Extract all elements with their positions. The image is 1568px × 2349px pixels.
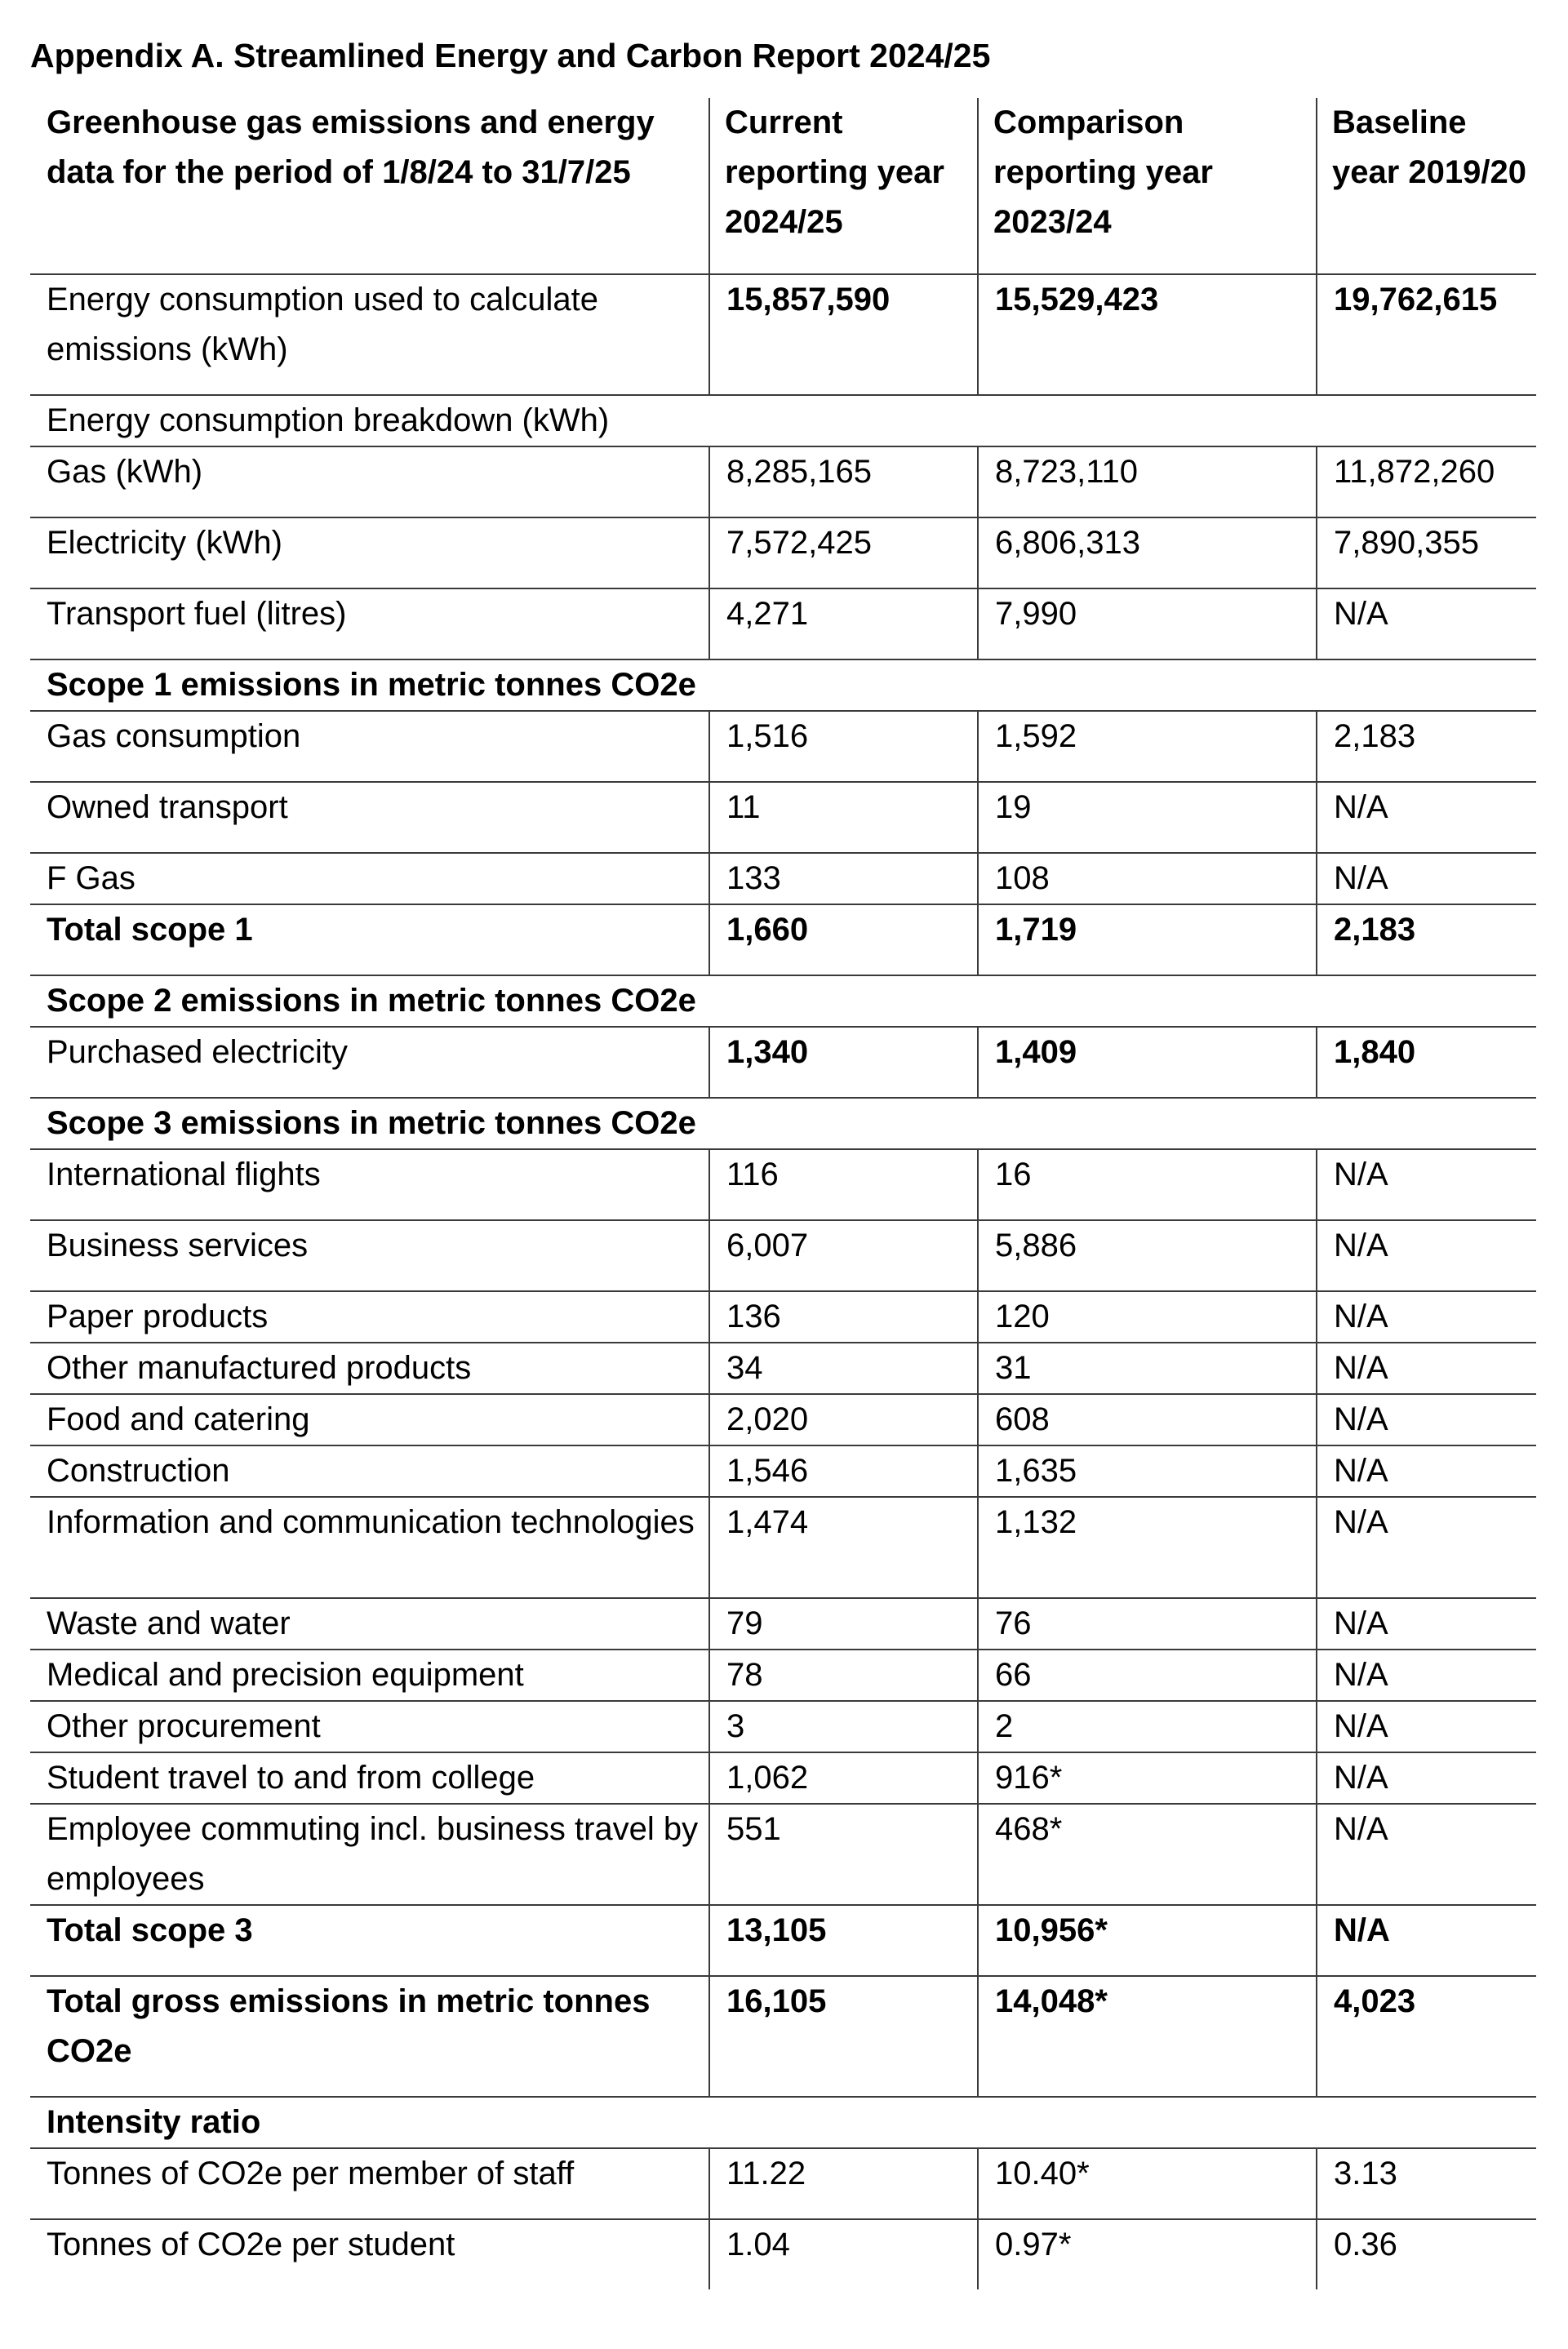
value-baseline: 11,872,260 [1317,446,1536,517]
value-baseline: N/A [1317,1445,1536,1497]
section-label: Intensity ratio [30,2097,709,2148]
value-current: 3 [709,1701,978,1752]
table-row [30,1445,1536,1497]
value-baseline: 19,762,615 [1317,274,1536,395]
value-current: 1,546 [709,1445,978,1497]
value-comparison: 1,592 [978,711,1317,782]
row-label: International flights [30,1149,709,1220]
section-row [30,2097,1536,2148]
value-current: 4,271 [709,588,978,659]
value-comparison: 468* [978,1804,1317,1905]
section-row [30,395,1536,446]
table-row [30,1394,1536,1445]
value-baseline: N/A [1317,1752,1536,1804]
value-baseline: N/A [1317,1598,1536,1650]
value-baseline: N/A [1317,853,1536,904]
value-current: 6,007 [709,1220,978,1291]
row-label: Information and communication technologies [30,1497,709,1598]
page-title: Appendix A. Streamlined Energy and Carbon Report 2024/25 [30,37,991,74]
row-label: Paper products [30,1291,709,1343]
header-baseline: Baseline year 2019/20 [1317,98,1536,274]
row-label: Waste and water [30,1598,709,1650]
value-current: 1,660 [709,904,978,975]
row-label: Employee commuting incl. business travel by employees [30,1804,709,1905]
value-comparison: 7,990 [978,588,1317,659]
section-row [30,975,1536,1027]
table-row [30,517,1536,588]
value-comparison: 8,723,110 [978,446,1317,517]
total-row [30,1976,1536,2097]
value-comparison: 916* [978,1752,1317,1804]
row-label: Construction [30,1445,709,1497]
value-baseline: N/A [1317,1291,1536,1343]
row-label: Student travel to and from college [30,1752,709,1804]
value-comparison: 108 [978,853,1317,904]
value-baseline: 0.36 [1334,2227,1397,2262]
value-baseline: N/A [1317,588,1536,659]
value-comparison: 1,719 [978,904,1317,975]
value-current: 13,105 [709,1905,978,1976]
value-baseline: N/A [1317,1804,1536,1905]
table-row [30,1343,1536,1394]
row-label: Medical and precision equipment [30,1650,709,1701]
row-label: Gas (kWh) [30,446,709,517]
value-comparison: 0.97* [978,2219,1317,2289]
value-current: 551 [709,1804,978,1905]
value-baseline: 1,840 [1317,1027,1536,1098]
value-comparison: 6,806,313 [978,517,1317,588]
row-label: Purchased electricity [30,1027,709,1098]
value-current: 136 [709,1291,978,1343]
value-current: 133 [709,853,978,904]
table-row [30,2148,1536,2219]
row-label: Gas consumption [30,711,709,782]
row-label: Energy consumption used to calculate emissions (kWh) [30,274,709,395]
row-label: Total gross emissions in metric tonnes CO2e [30,1976,709,2097]
value-baseline: N/A [1317,1343,1536,1394]
row-label: Total scope 1 [30,904,709,975]
value-comparison: 16 [978,1149,1317,1220]
value-baseline: 2,183 [1317,904,1536,975]
value-comparison: 15,529,423 [978,274,1317,395]
row-label: Food and catering [30,1394,709,1445]
value-comparison: 76 [978,1598,1317,1650]
table-row [30,782,1536,853]
value-baseline: N/A [1317,782,1536,853]
value-current: 7,572,425 [709,517,978,588]
row-label: Transport fuel (litres) [30,588,709,659]
table-row [30,1598,1536,1650]
total-row [30,904,1536,975]
header-comparison: Comparison reporting year 2023/24 [978,98,1317,274]
row-label: F Gas [30,853,709,904]
header-label: Greenhouse gas emissions and energy data for the period of 1/8/24 to 31/7/25 [30,98,709,274]
value-baseline: 7,890,355 [1317,517,1536,588]
table-row [30,1497,1536,1598]
row-label: Business services [30,1220,709,1291]
value-comparison: 120 [978,1291,1317,1343]
table-row [30,853,1536,904]
row-label: Owned transport [30,782,709,853]
section-label: Scope 1 emissions in metric tonnes CO2e [30,659,709,711]
value-current: 34 [709,1343,978,1394]
total-row [30,1905,1536,1976]
value-current: 11.22 [709,2148,978,2219]
value-baseline: N/A [1317,1701,1536,1752]
value-comparison: 10.40* [978,2148,1317,2219]
value-comparison: 19 [978,782,1317,853]
value-baseline: N/A [1317,1149,1536,1220]
table-row [30,1701,1536,1752]
value-comparison: 31 [978,1343,1317,1394]
value-baseline: 4,023 [1317,1976,1536,2097]
value-comparison: 1,132 [978,1497,1317,1598]
value-current: 1,340 [709,1027,978,1098]
value-current: 11 [709,782,978,853]
section-label: Energy consumption breakdown (kWh) [30,395,709,446]
table-row [30,1291,1536,1343]
value-current: 78 [709,1650,978,1701]
header-row [30,98,1536,274]
value-current: 1,474 [709,1497,978,1598]
value-comparison: 1,409 [978,1027,1317,1098]
value-current: 116 [709,1149,978,1220]
value-baseline: N/A [1317,1905,1536,1976]
table-row [30,1027,1536,1098]
table-row [30,446,1536,517]
value-comparison: 14,048* [978,1976,1317,2097]
header-current: Current reporting year 2024/25 [709,98,978,274]
value-current: 16,105 [709,1976,978,2097]
table-row [30,711,1536,782]
section-label: Scope 2 emissions in metric tonnes CO2e [30,975,709,1027]
value-current: 79 [709,1598,978,1650]
value-baseline: N/A [1317,1394,1536,1445]
value-current: 1.04 [709,2219,978,2289]
value-current: 1,062 [709,1752,978,1804]
value-baseline: 3.13 [1317,2148,1536,2219]
row-label: Total scope 3 [30,1905,709,1976]
table-row [30,2219,1536,2289]
value-current: 15,857,590 [709,274,978,395]
value-comparison: 10,956* [978,1905,1317,1976]
section-row [30,1098,1536,1149]
row-label: Other procurement [30,1701,709,1752]
secr-table [30,98,1536,2289]
value-baseline: 2,183 [1317,711,1536,782]
value-comparison: 608 [978,1394,1317,1445]
value-current: 8,285,165 [709,446,978,517]
value-comparison: 5,886 [978,1220,1317,1291]
value-comparison: 2 [978,1701,1317,1752]
table-row [30,274,1536,395]
value-baseline: N/A [1317,1650,1536,1701]
value-current: 1,516 [709,711,978,782]
value-baseline: N/A [1317,1220,1536,1291]
section-label: Scope 3 emissions in metric tonnes CO2e [30,1098,709,1149]
value-current: 2,020 [709,1394,978,1445]
row-label: Electricity (kWh) [30,517,709,588]
table-row [30,1650,1536,1701]
section-row [30,659,1536,711]
row-label: Tonnes of CO2e per member of staff [30,2148,709,2219]
row-label: Other manufactured products [30,1343,709,1394]
value-comparison: 1,635 [978,1445,1317,1497]
table-row [30,1220,1536,1291]
value-comparison: 66 [978,1650,1317,1701]
table-row [30,588,1536,659]
value-baseline: N/A [1317,1497,1536,1598]
table-row [30,1752,1536,1804]
row-label: Tonnes of CO2e per student [30,2219,709,2289]
table-row [30,1804,1536,1905]
table-row [30,1149,1536,1220]
